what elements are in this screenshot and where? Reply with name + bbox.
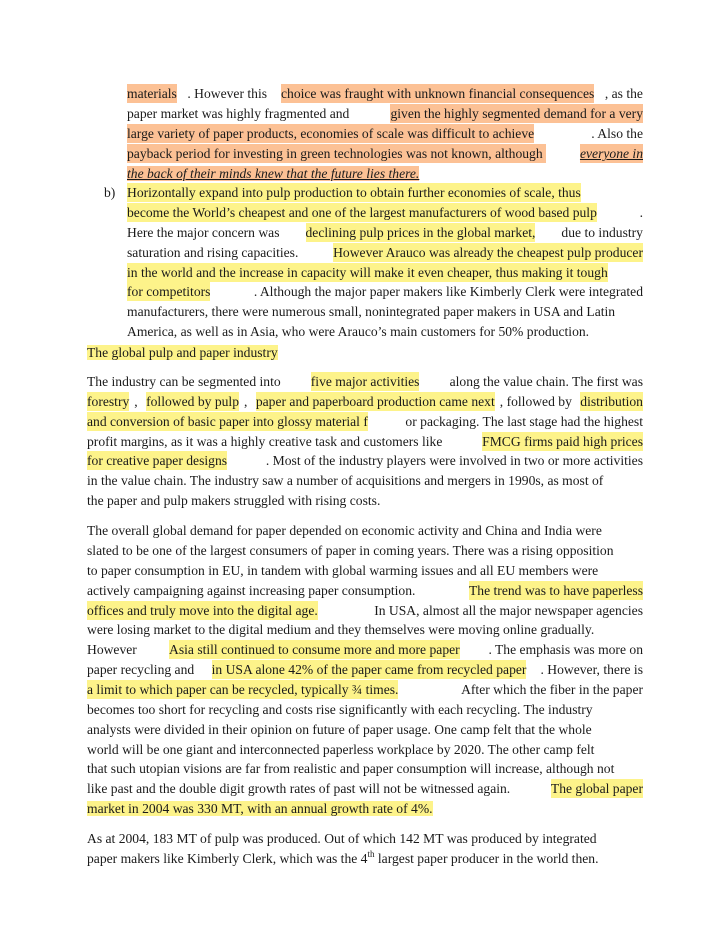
text-line [87, 700, 643, 719]
highlight: offices and truly move into the digital age. [87, 603, 318, 618]
text-run: to paper consumption in EU, in tandem with global warming issues and all EU members were [87, 563, 599, 578]
text-run: largest paper producer in the world then. [374, 851, 599, 866]
text-run: . Although the major paper makers like Kimberly Clerk were integrated [253, 284, 643, 299]
highlight: The global paper [550, 781, 643, 796]
text-run: paper makers like Kimberly Clerk, which was the 4 [87, 851, 368, 866]
text-line [87, 620, 643, 639]
text-run: paper recycling and [87, 662, 198, 677]
text-line [87, 541, 643, 560]
text-line [127, 302, 643, 321]
text-line [87, 561, 643, 580]
text-run: that such utopian visions are far from realistic and paper consumption will increase, although not [87, 761, 615, 776]
highlight: followed by pulp [146, 394, 239, 409]
highlight: The global pulp and paper industry [87, 345, 278, 360]
highlight: in USA alone 42% of the paper came from recycled paper [211, 662, 527, 677]
text-run: , [134, 394, 142, 409]
highlight: market in 2004 was 330 MT, with an annual growth rate of 4%. [87, 801, 433, 816]
text-run: slated to be one of the largest consumers of paper in coming years. There was a rising opposition [87, 543, 614, 558]
text-run: America, as well as in Asia, who were Arauco’s main customers for 50% production. [127, 324, 590, 339]
text-line [87, 759, 643, 778]
text-run: world will be one giant and interconnected paperless workplace by 2020. The other camp felt [87, 742, 595, 757]
text-run: due to industry [558, 225, 643, 240]
highlight: a limit to which paper can be recycled, typically ¾ times. [87, 682, 399, 697]
highlight: become the World’s cheapest and one of the largest manufacturers of wood based pulp [127, 205, 597, 220]
text-line [127, 124, 643, 143]
text-run [87, 849, 598, 868]
list-marker: b) [104, 185, 116, 200]
text-run: manufacturers, there were numerous small, nonintegrated paper makers in USA and Latin [127, 304, 616, 319]
highlight: The trend was to have paperless [468, 583, 643, 598]
text-line [87, 740, 643, 759]
text-line [87, 432, 643, 451]
text-line [87, 799, 433, 818]
highlight: for creative paper designs [87, 453, 228, 468]
text-run: the paper and pulp makers struggled with rising costs. [87, 493, 381, 508]
highlight: Horizontally expand into pulp production to obtain further economies of scale, thus [127, 185, 581, 200]
text-line [127, 282, 643, 301]
text-line [87, 640, 643, 659]
text-line [127, 203, 643, 222]
text-run: paper market was highly fragmented and [127, 106, 353, 121]
highlight: However Arauco was already the cheapest pulp producer [333, 245, 643, 260]
text-run: . However, there is [540, 662, 643, 677]
text-run: However [87, 642, 141, 657]
text-line [87, 720, 643, 739]
text-run: , as the [604, 86, 643, 101]
text-run: The overall global demand for paper depended on economic activity and China and India were [87, 523, 602, 538]
highlight: for competitors [127, 284, 211, 299]
text-line [87, 581, 643, 600]
text-line [127, 104, 643, 123]
text-run: becomes too short for recycling and costs rise significantly with each recycling. The industry [87, 702, 593, 717]
text-line [87, 849, 643, 868]
text-run: , followed by [499, 394, 576, 409]
highlight: five major activities [310, 374, 420, 389]
superscript: th [367, 849, 375, 859]
highlight: FMCG firms paid high prices [482, 434, 643, 449]
text-line [87, 829, 643, 848]
highlight: and conversion of basic paper into glossy material f [87, 414, 368, 429]
text-run: or packaging. The last stage had the highest [405, 414, 643, 429]
highlight: everyone in [579, 146, 643, 161]
text-line [127, 164, 419, 183]
section-heading [87, 343, 278, 362]
text-run: were losing market to the digital medium and they themselves were moving online gradually. [87, 622, 595, 637]
text-run: As at 2004, 183 MT of pulp was produced. Out of which 142 MT was produced by integrated [87, 831, 597, 846]
text-line [87, 392, 643, 411]
highlight: paper and paperboard production came next [255, 394, 495, 409]
text-run: In USA, almost all the major newspaper agencies [370, 603, 643, 618]
text-run: . Most of the industry players were involved in two or more activities [265, 453, 643, 468]
highlight: given the highly segmented demand for a very [390, 106, 643, 121]
text-line [87, 451, 643, 470]
highlight: forestry [87, 394, 130, 409]
text-line [87, 412, 643, 431]
text-run: After which the fiber in the paper [458, 682, 643, 697]
text-run: along the value chain. The first was [446, 374, 643, 389]
text-run: , [244, 394, 251, 409]
text-line [127, 263, 643, 282]
text-run: . Also the [591, 126, 643, 141]
highlight: payback period for investing in green technologies was not known, although [127, 146, 547, 161]
highlight: in the world and the increase in capacity will make it even cheaper, thus making it tough [127, 265, 608, 280]
text-line [87, 491, 380, 510]
text-run: . [639, 205, 643, 220]
text-run: . However this [187, 86, 271, 101]
text-line [127, 223, 643, 242]
highlight: materials [127, 86, 177, 101]
text-run: The industry can be segmented into [87, 374, 285, 389]
text-line [87, 660, 643, 679]
highlight: Asia still continued to consume more and more paper [169, 642, 460, 657]
highlight: choice was fraught with unknown financial consequences [280, 86, 595, 101]
highlight: declining pulp prices in the global market, [305, 225, 536, 240]
highlight: large variety of paper products, economies of scale was difficult to achieve [127, 126, 535, 141]
text-line [87, 680, 643, 699]
text-run: analysts were divided in their opinion on future of paper usage. One camp felt that the whole [87, 722, 592, 737]
text-run: Here the major concern was [127, 225, 283, 240]
text-line [87, 471, 643, 490]
text-line [87, 779, 643, 798]
highlight: the back of their minds knew that the future lies there. [127, 166, 420, 181]
text-line [127, 144, 643, 163]
text-run: saturation and rising capacities. [127, 245, 302, 260]
text-run: in the value chain. The industry saw a number of acquisitions and mergers in 1990s, as most of [87, 473, 604, 488]
text-run: like past and the double digit growth rates of past will not be witnessed again. [87, 781, 514, 796]
text-line [127, 322, 589, 341]
text-line [127, 84, 643, 103]
text-line [127, 243, 643, 262]
text-run: profit margins, as it was a highly creative task and customers like [87, 434, 446, 449]
text-line [87, 372, 643, 391]
text-line [87, 521, 643, 540]
text-run: . The emphasis was more on [488, 642, 643, 657]
text-line [87, 601, 643, 620]
highlight: distribution [580, 394, 643, 409]
text-line [127, 183, 643, 202]
text-run: actively campaigning against increasing paper consumption. [87, 583, 419, 598]
